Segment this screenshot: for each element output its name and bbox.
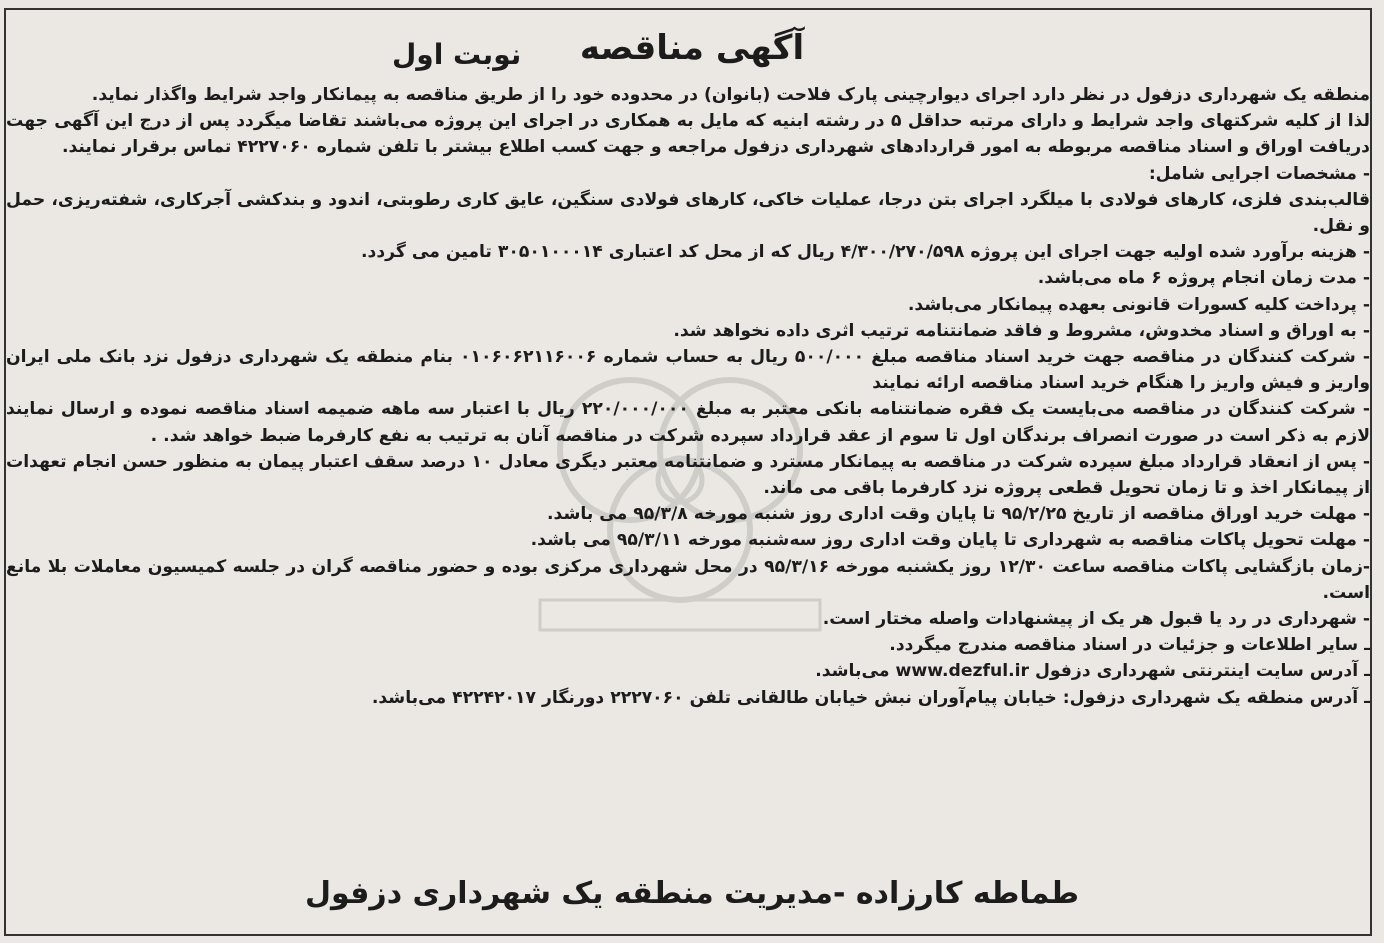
notice-round: نوبت اول [392,38,522,71]
paragraph: - پس از انعقاد قرارداد مبلغ سپرده شرکت در مناقصه به پیمانکار مسترد و ضمانتنامه معتبر دیگری معادل ۱۰ درصد سقف اعتبار پیمان به منظور حسن انجام تعهدات از پیمانکار اخذ و تا زمان تحویل قطعی پروژه نزد کارفرما باقی می ماند. [6,451,1370,499]
paragraph: - شهرداری در رد یا قبول هر یک از پیشنهادات واصله مختار است. [822,609,1370,630]
paragraph: -زمان بازگشایی پاکات مناقصه ساعت ۱۲/۳۰ روز یکشنبه مورخه ۹۵/۳/۱۶ در محل شهرداری مرکزی بوده و حضور مناقصه گران در جلسه کمیسیون معاملات بلا مانع است. [6,556,1370,603]
paragraph: ـ سایر اطلاعات و جزئیات در اسناد مناقصه مندرج میگردد. [889,635,1370,656]
paragraph: قالب‌بندی فلزی، کارهای فولادی با میلگرد اجرای بتن درجا، عملیات خاکی، کارهای فولادی سنگین، عایق کاری رطوبتی، اندود و بندکشی آجرکاری، شفته‌ریزی، حمل و نقل. [6,189,1370,237]
signature-line: طماطه کارزاده -مدیریت منطقه یک شهرداری دزفول [304,876,1080,911]
paragraph: - به اوراق و اسناد مخدوش، مشروط و فاقد ضمانتنامه ترتیب اثری داده نخواهد شد. [673,320,1370,341]
paragraph: - مهلت تحویل پاکات مناقصه به شهرداری تا پایان وقت اداری روز سه‌شنبه مورخه ۹۵/۳/۱۱ می باشد. [530,530,1370,551]
paragraph: ـ آدرس سایت اینترنتی شهرداری دزفول www.dezful.ir می‌باشد. [815,661,1370,682]
notice-body [6,82,1370,711]
notice-title: آگهی مناقصه [579,28,805,68]
paragraph: ـ آدرس منطقه یک شهرداری دزفول: خیابان پیام‌آوران نبش خیابان طالقانی تلفن ۲۲۲۷۰۶۰ دورنگار ۴۲۲۴۲۰۱۷ می‌باشد. [371,687,1370,708]
paragraph: - شرکت کنندگان در مناقصه می‌بایست یک فقره ضمانتنامه بانکی معتبر به مبلغ ۲۲۰/۰۰۰/۰۰۰ ریال با اعتبار سه ماهه ضمیمه اسناد مناقصه نموده و ارسال نمایند لازم به ذکر است در صورت انصراف برندگان اول تا سوم از عقد قرارداد سپرده شرکت در مناقصه آنان به ترتیب به نفع کارفرما ضبط خواهد شد. . [6,399,1370,446]
paragraph: - مشخصات اجرایی شامل: [1148,163,1370,184]
notice-header [0,22,1384,72]
paragraph: - هزینه برآورد شده اولیه جهت اجرای این پروژه ۴/۳۰۰/۲۷۰/۵۹۸ ریال که از محل کد اعتباری ۳۰۵۰۱۰۰۰۱۴ تامین می گردد. [361,242,1370,263]
paragraph: - مدت زمان انجام پروژه ۶ ماه می‌باشد. [1037,268,1370,289]
paragraph: - مهلت خرید اوراق مناقصه از تاریخ ۹۵/۲/۲۵ تا پایان وقت اداری روز شنبه مورخه ۹۵/۳/۸ می باشد. [547,504,1370,525]
paragraph: - شرکت کنندگان در مناقصه جهت خرید اسناد مناقصه مبلغ ۵۰۰/۰۰۰ ریال به حساب شماره ۰۱۰۶۰۶۲۱۱۶۰۰۶ بنام منطقه یک شهرداری دزفول نزد بانک ملی ایران واریز و فیش واریز را هنگام خرید اسناد مناقصه ارائه نمایند [6,347,1370,394]
paragraph: - پرداخت کلیه کسورات قانونی بعهده پیمانکار می‌باشد. [907,294,1370,315]
paragraph: منطقه یک شهرداری دزفول در نظر دارد اجرای دیوارچینی پارک فلاحت (بانوان) در محدوده خود را از طریق مناقصه به پیمانکار واجد شرایط واگذار نماید. [91,85,1370,105]
paragraph: لذا از کلیه شرکتهای واجد شرایط و دارای مرتبه حداقل ۵ در رشته ابنیه که مایل به همکاری در اجرای این پروژه می‌باشند تقاضا میگردد پس از درج این آگهی جهت دریافت اوراق و اسناد مناقصه مربوطه به امور قراردادهای شهرداری دزفول مراجعه و جهت کسب اطلاع بیشتر با تلفن شماره ۴۲۲۷۰۶۰ تماس برقرار نمایند. [6,111,1370,158]
